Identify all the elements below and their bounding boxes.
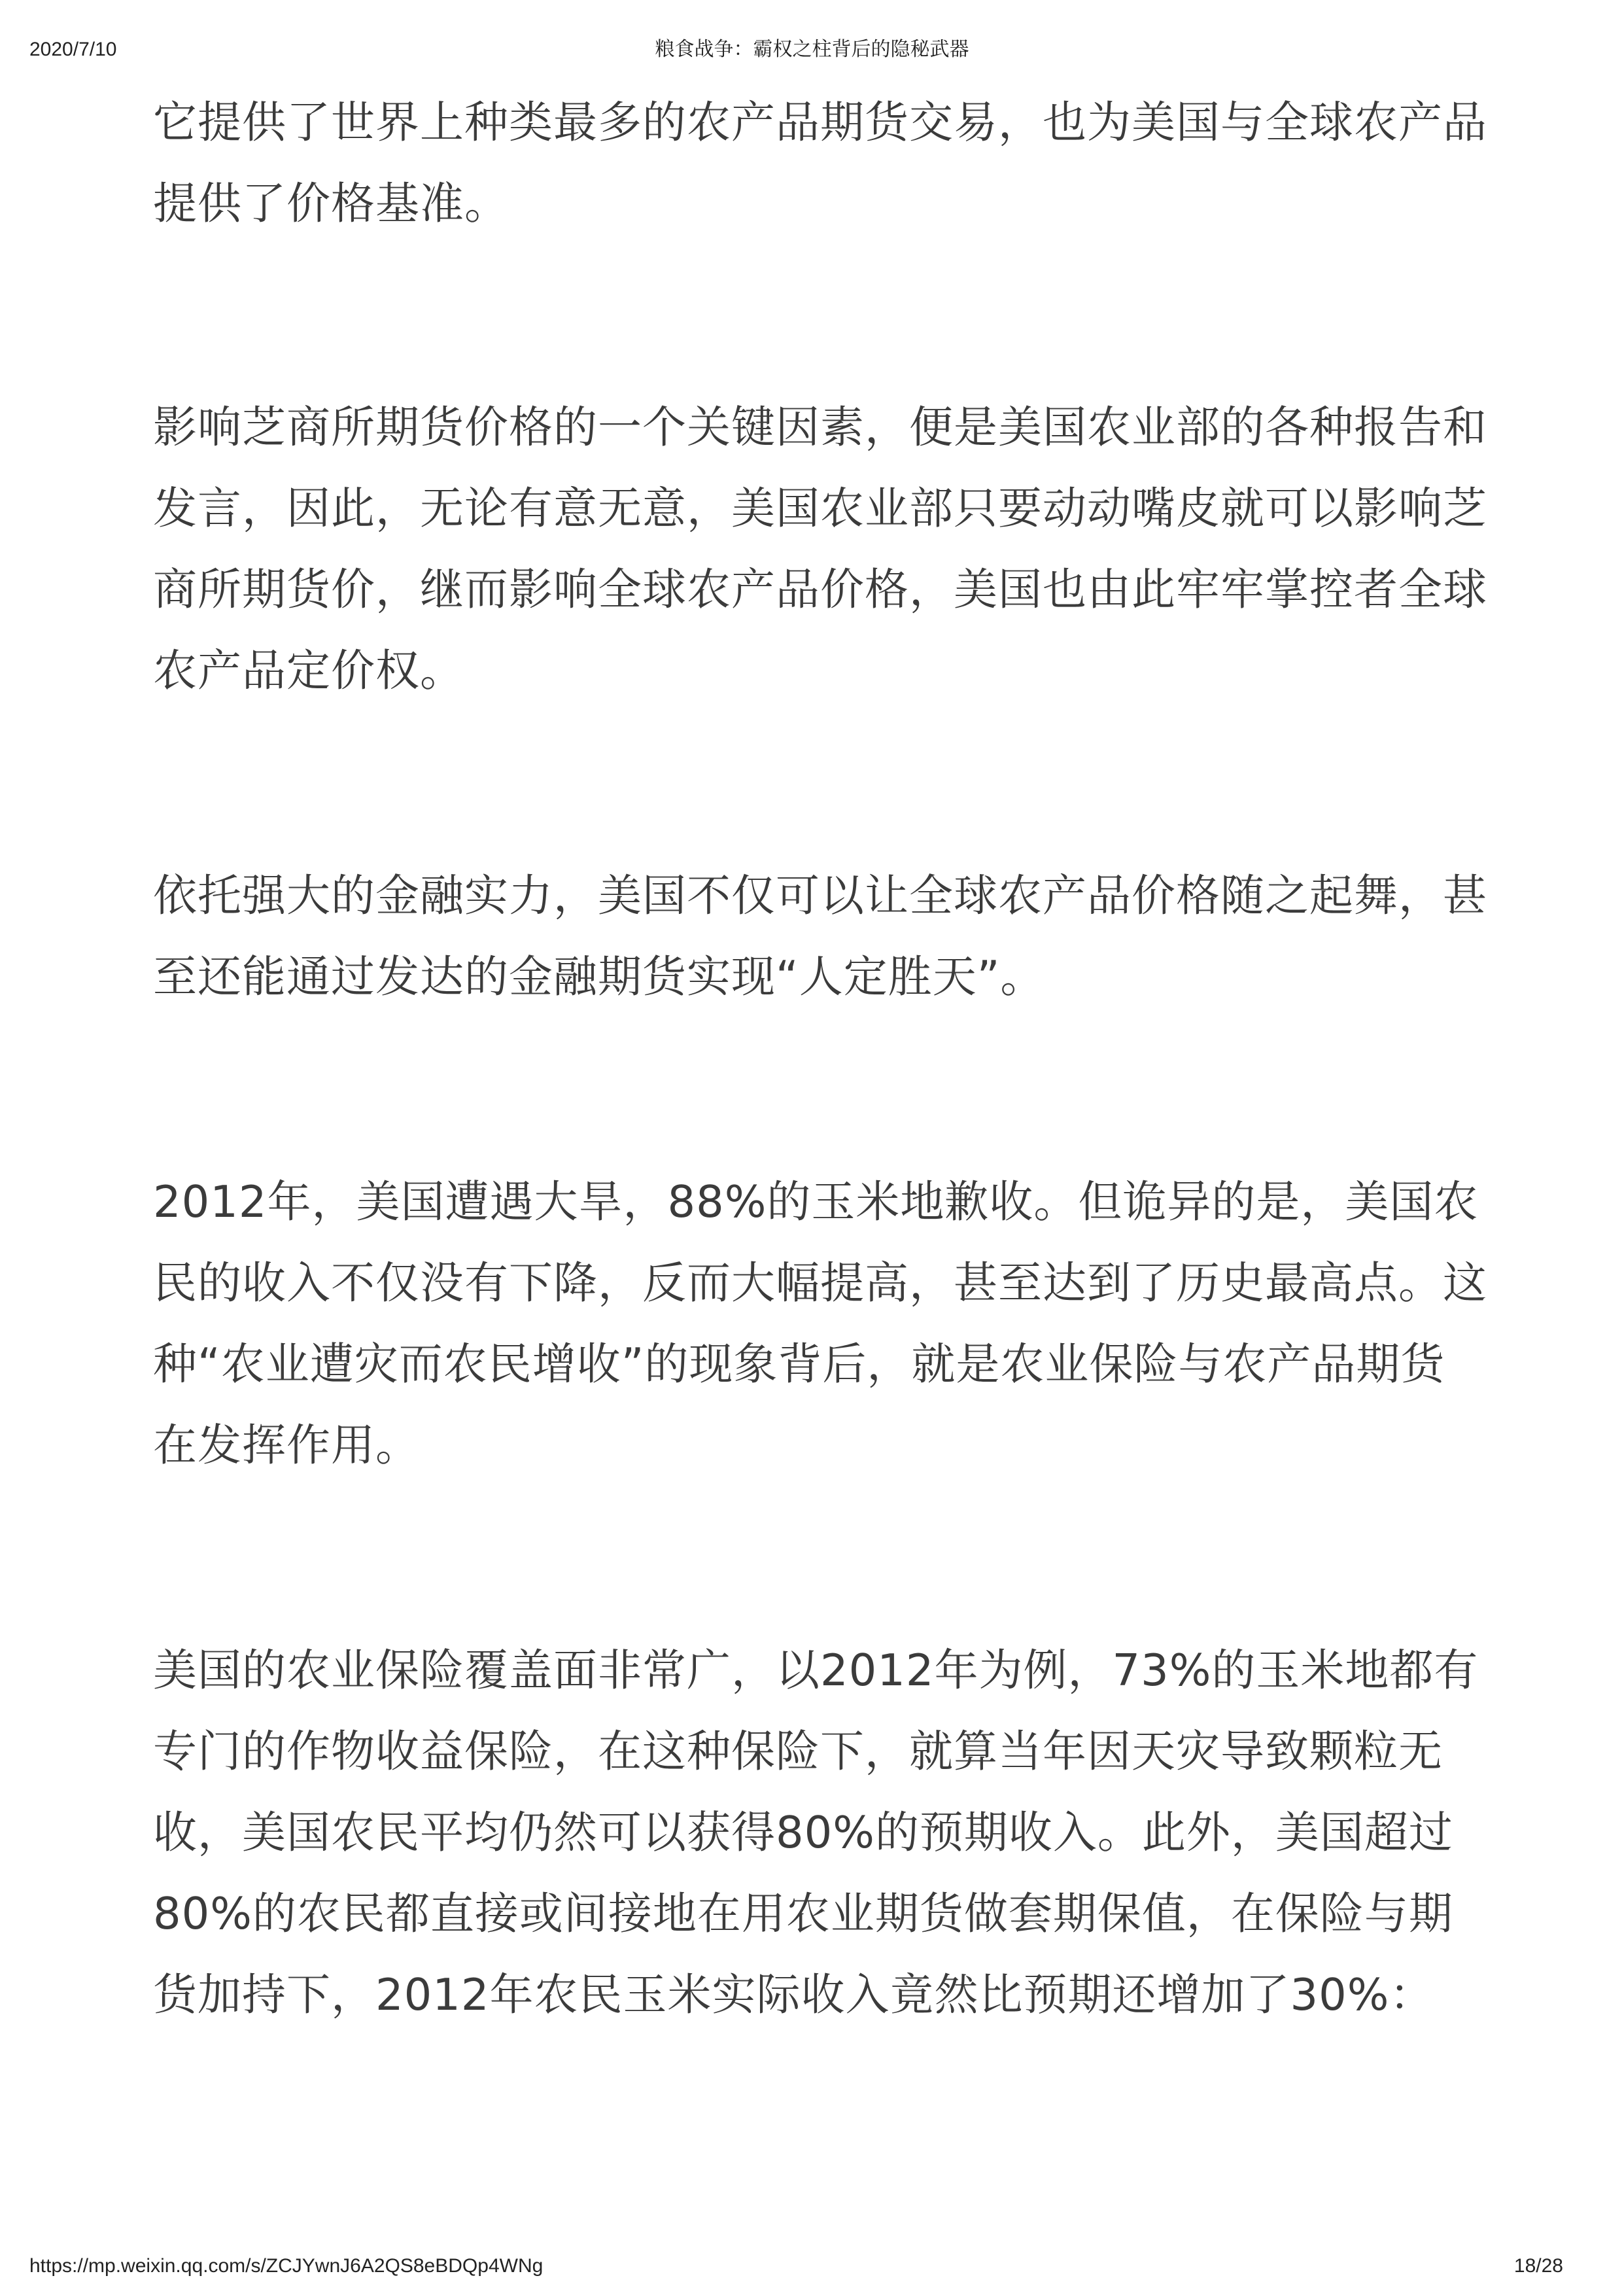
paragraph-crop-insurance: 美国的农业保险覆盖面非常广，以2012年为例，73%的玉米地都有专门的作物收益保险，在这种保险下，就算当年因天灾导致颗粒无收，美国农民平均仍然可以获得80%的预期收入。此外，美国超过80%的农民都直接或间接地在用农业期货做套期保值，在保险与期货加持下，2012年农民玉米实际收入竟然比预期还增加了30%： (153, 1645, 1479, 2020)
source-url-link[interactable]: https://mp.weixin.qq.com/s/ZCJYwnJ6A2QS8eBDQp4WNg (29, 2255, 544, 2277)
paragraph-financial-power: 依托强大的金融实力，美国不仅可以让全球农产品价格随之起舞，甚至还能通过发达的金融期货实现“人定胜天”。 (153, 870, 1487, 1002)
article-body (153, 82, 1487, 2179)
print-date: 2020/7/10 (29, 39, 117, 60)
paragraph-usda-influence: 影响芝商所期货价格的一个关键因素，便是美国农业部的各种报告和发言，因此，无论有意无意，美国农业部只要动动嘴皮就可以影响芝商所期货价，继而影响全球农产品价格，美国也由此牢牢掌控者全球农产品定价权。 (153, 402, 1487, 696)
page-header-title: 粮食战争：霸权之柱背后的隐秘武器 (655, 38, 969, 61)
page-number: 18/28 (1513, 2255, 1563, 2277)
paragraph-2012-drought: 2012年，美国遭遇大旱，88%的玉米地歉收。但诡异的是，美国农民的收入不仅没有下降，反而大幅提高，甚至达到了历史最高点。这种“农业遭灾而农民增收”的现象背后，就是农业保险与农产品期货在发挥作用。 (153, 1176, 1487, 1471)
paragraph-price-benchmark: 它提供了世界上种类最多的农产品期货交易，也为美国与全球农产品提供了价格基准。 (153, 97, 1487, 229)
